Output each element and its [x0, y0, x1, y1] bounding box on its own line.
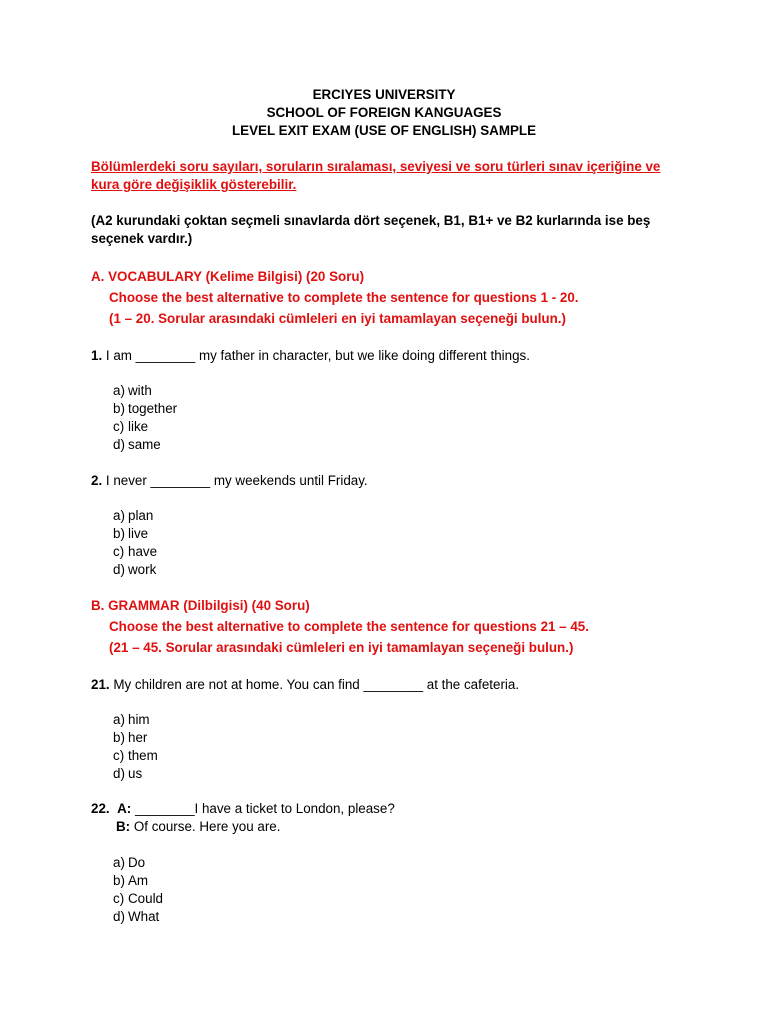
option[interactable]: d) same — [113, 437, 161, 452]
option[interactable]: c) like — [113, 419, 149, 434]
dialog-a-text: ________I have a ticket to London, please? — [131, 801, 395, 816]
question-22 — [91, 800, 711, 836]
dialog-line-a — [91, 800, 711, 818]
question-2 — [91, 472, 711, 490]
option[interactable]: d) work — [113, 562, 157, 577]
option[interactable]: a) with — [113, 383, 152, 398]
speaker-a: A: — [117, 801, 132, 816]
section-instruction-tr: (1 – 20. Sorular arasındaki cümleleri en iyi tamamlayan seçeneği bulun.) — [109, 311, 566, 326]
question-number: 21. — [91, 677, 110, 692]
question-1-options — [113, 382, 413, 454]
option[interactable]: a) Do — [113, 855, 146, 870]
question-number: 22. — [91, 801, 110, 816]
section-vocabulary — [91, 268, 731, 328]
option[interactable]: b) live — [113, 526, 149, 541]
question-text: I never ________ my weekends until Friday. — [102, 473, 368, 488]
option[interactable]: a) plan — [113, 508, 154, 523]
option[interactable]: c) have — [113, 544, 158, 559]
question-text: I am ________ my father in character, but we like doing different things. — [102, 348, 530, 363]
section-grammar — [91, 597, 731, 657]
question-number: 2. — [91, 473, 103, 488]
option[interactable]: b) together — [113, 401, 178, 416]
speaker-b: B: — [116, 819, 131, 834]
university-name: ERCIYES UNIVERSITY — [312, 87, 456, 102]
section-title: A. VOCABULARY (Kelime Bilgisi) (20 Soru) — [91, 269, 365, 284]
dialog-line-b — [91, 818, 711, 836]
question-21-options — [113, 711, 413, 783]
question-22-options — [113, 854, 413, 926]
options-note: (A2 kurundaki çoktan seçmeli sınavlarda dört seçenek, B1, B1+ ve B2 kurlarında ise beş seçenek vardır.) — [91, 213, 651, 246]
question-2-options — [113, 507, 413, 579]
school-name: SCHOOL OF FOREIGN KANGUAGES — [266, 105, 502, 120]
option[interactable]: c) Could — [113, 891, 163, 906]
section-title: B. GRAMMAR (Dilbilgisi) (40 Soru) — [91, 598, 310, 613]
document-header — [0, 86, 768, 140]
dialog-b-text: Of course. Here you are. — [130, 819, 281, 834]
option[interactable]: c) them — [113, 748, 158, 763]
option[interactable]: d) us — [113, 766, 143, 781]
question-1 — [91, 347, 711, 365]
notice-text: Bölümlerdeki soru sayıları, soruların sıralaması, seviyesi ve soru türleri sınav içeriğine ve kura göre değişiklik gösterebilir. — [91, 159, 661, 192]
section-instruction: Choose the best alternative to complete the sentence for questions 1 - 20. — [109, 290, 579, 305]
option[interactable]: b) her — [113, 730, 148, 745]
section-instruction: Choose the best alternative to complete the sentence for questions 21 – 45. — [109, 619, 589, 634]
section-instruction-tr: (21 – 45. Sorular arasındaki cümleleri en iyi tamamlayan seçeneği bulun.) — [109, 640, 574, 655]
option[interactable]: a) him — [113, 712, 150, 727]
option[interactable]: d) What — [113, 909, 160, 924]
question-number: 1. — [91, 348, 103, 363]
option[interactable]: b) Am — [113, 873, 149, 888]
exam-title: LEVEL EXIT EXAM (USE OF ENGLISH) SAMPLE — [231, 123, 537, 138]
question-text: My children are not at home. You can find ________ at the cafeteria. — [109, 677, 520, 692]
question-21 — [91, 676, 711, 694]
